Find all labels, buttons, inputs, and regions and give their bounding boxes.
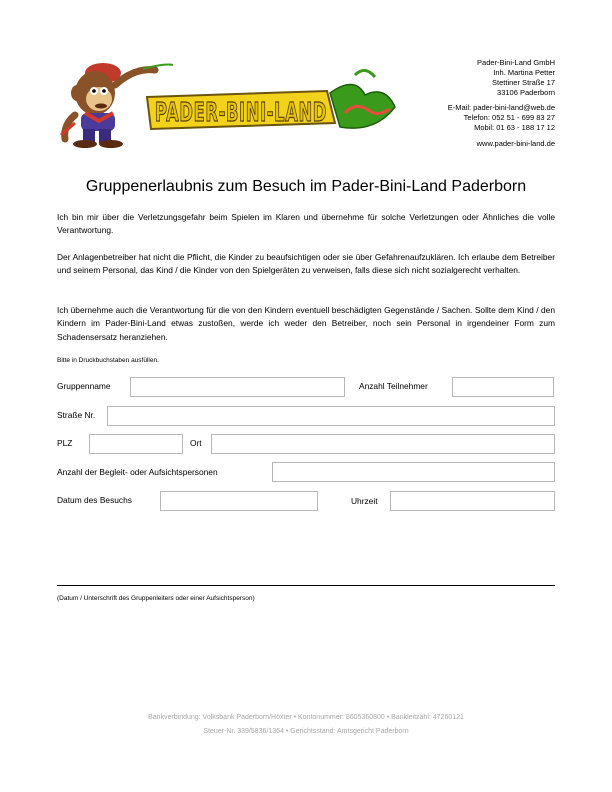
form-instruction: Bitte in Druckbuchstaben ausfüllen. <box>57 357 159 364</box>
contact-communication <box>448 103 555 133</box>
liability-paragraph-2: Der Anlagenbetreiber hat nicht die Pflicht, die Kinder zu beaufsichtigen oder sie über Gefahrenaufzuklären. Ich erlaube dem Betreiber und seinem Personal, das Kind / die Kinder von den Spielgeräten zu verweisen, falls diese sich nicht sozialgerecht verhalten. <box>57 252 555 276</box>
website-link[interactable]: www.pader-bini-land.de <box>476 139 555 148</box>
group-name-input[interactable] <box>130 377 345 397</box>
city-label: Ort <box>190 438 202 448</box>
supervisors-label: Anzahl der Begleit- oder Aufsichtspersonen <box>57 467 218 477</box>
signature-line[interactable] <box>57 585 555 586</box>
company-name: Pader-Bini-Land GmbH <box>477 58 555 67</box>
footer-bank-details: Bankverbindung: Volksbank Paderborn/Höxter • Kontonummer: 8605360800 • Bankleitzahl: 47260121 <box>148 714 464 721</box>
zip-label: PLZ <box>57 438 73 448</box>
logo-lettering <box>147 70 395 129</box>
street-label: Straße Nr. <box>57 410 96 420</box>
participants-label: Anzahl Teilnehmer <box>359 381 428 391</box>
city-input[interactable] <box>211 434 555 454</box>
supervisors-input[interactable] <box>272 462 555 482</box>
city-address: 33106 Paderborn <box>497 88 555 97</box>
signature-caption: (Datum / Unterschrift des Gruppenleiters oder einer Aufsichtsperson) <box>57 595 255 602</box>
owner-name: Inh. Martina Petter <box>493 68 555 77</box>
street-address: Stettiner Straße 17 <box>492 78 555 87</box>
svg-text:PADER-BINI-LAND: PADER-BINI-LAND <box>155 98 327 128</box>
footer-tax-details: Steuer-Nr. 339/5836/1364 • Gerichtsstand: Amtsgericht Paderborn <box>203 728 409 735</box>
contact-email: E-Mail: pader-bini-land@web.de <box>447 103 555 112</box>
pader-bini-land-logo <box>55 55 410 150</box>
participants-input[interactable] <box>452 377 554 397</box>
time-label: Uhrzeit <box>351 496 378 506</box>
liability-paragraph-1: Ich bin mir über die Verletzungsgefahr beim Spielen im Klaren und übernehme für solche Verletzungen oder Ähnliches die volle Verantwortung. <box>57 212 555 236</box>
visit-date-input[interactable] <box>160 491 318 511</box>
contact-phone: Telefon: 052 51 - 699 83 27 <box>463 113 555 122</box>
contact-address <box>477 58 555 98</box>
contact-mobile: Mobil: 01 63 - 188 17 12 <box>474 123 555 132</box>
page-title: Gruppenerlaubnis zum Besuch im Pader-Bini-Land Paderborn <box>85 178 527 195</box>
time-input[interactable] <box>390 491 555 511</box>
group-name-label: Gruppenname <box>57 381 111 391</box>
street-input[interactable] <box>107 406 555 426</box>
zip-input[interactable] <box>89 434 183 454</box>
visit-date-label: Datum des Besuchs <box>57 495 132 505</box>
liability-paragraph-3: Ich übernehme auch die Verantwortung für die von den Kindern eventuell beschädigten Gegenstände / Sachen. Sollte dem Kind / den Kindern im Pader-Bini-Land etwas zustoßen, werde ich weder den Betreiber, noch sein Personal in irgendeiner Form zum Schadensersatz heranziehen. <box>57 305 555 342</box>
contact-website <box>477 139 555 149</box>
